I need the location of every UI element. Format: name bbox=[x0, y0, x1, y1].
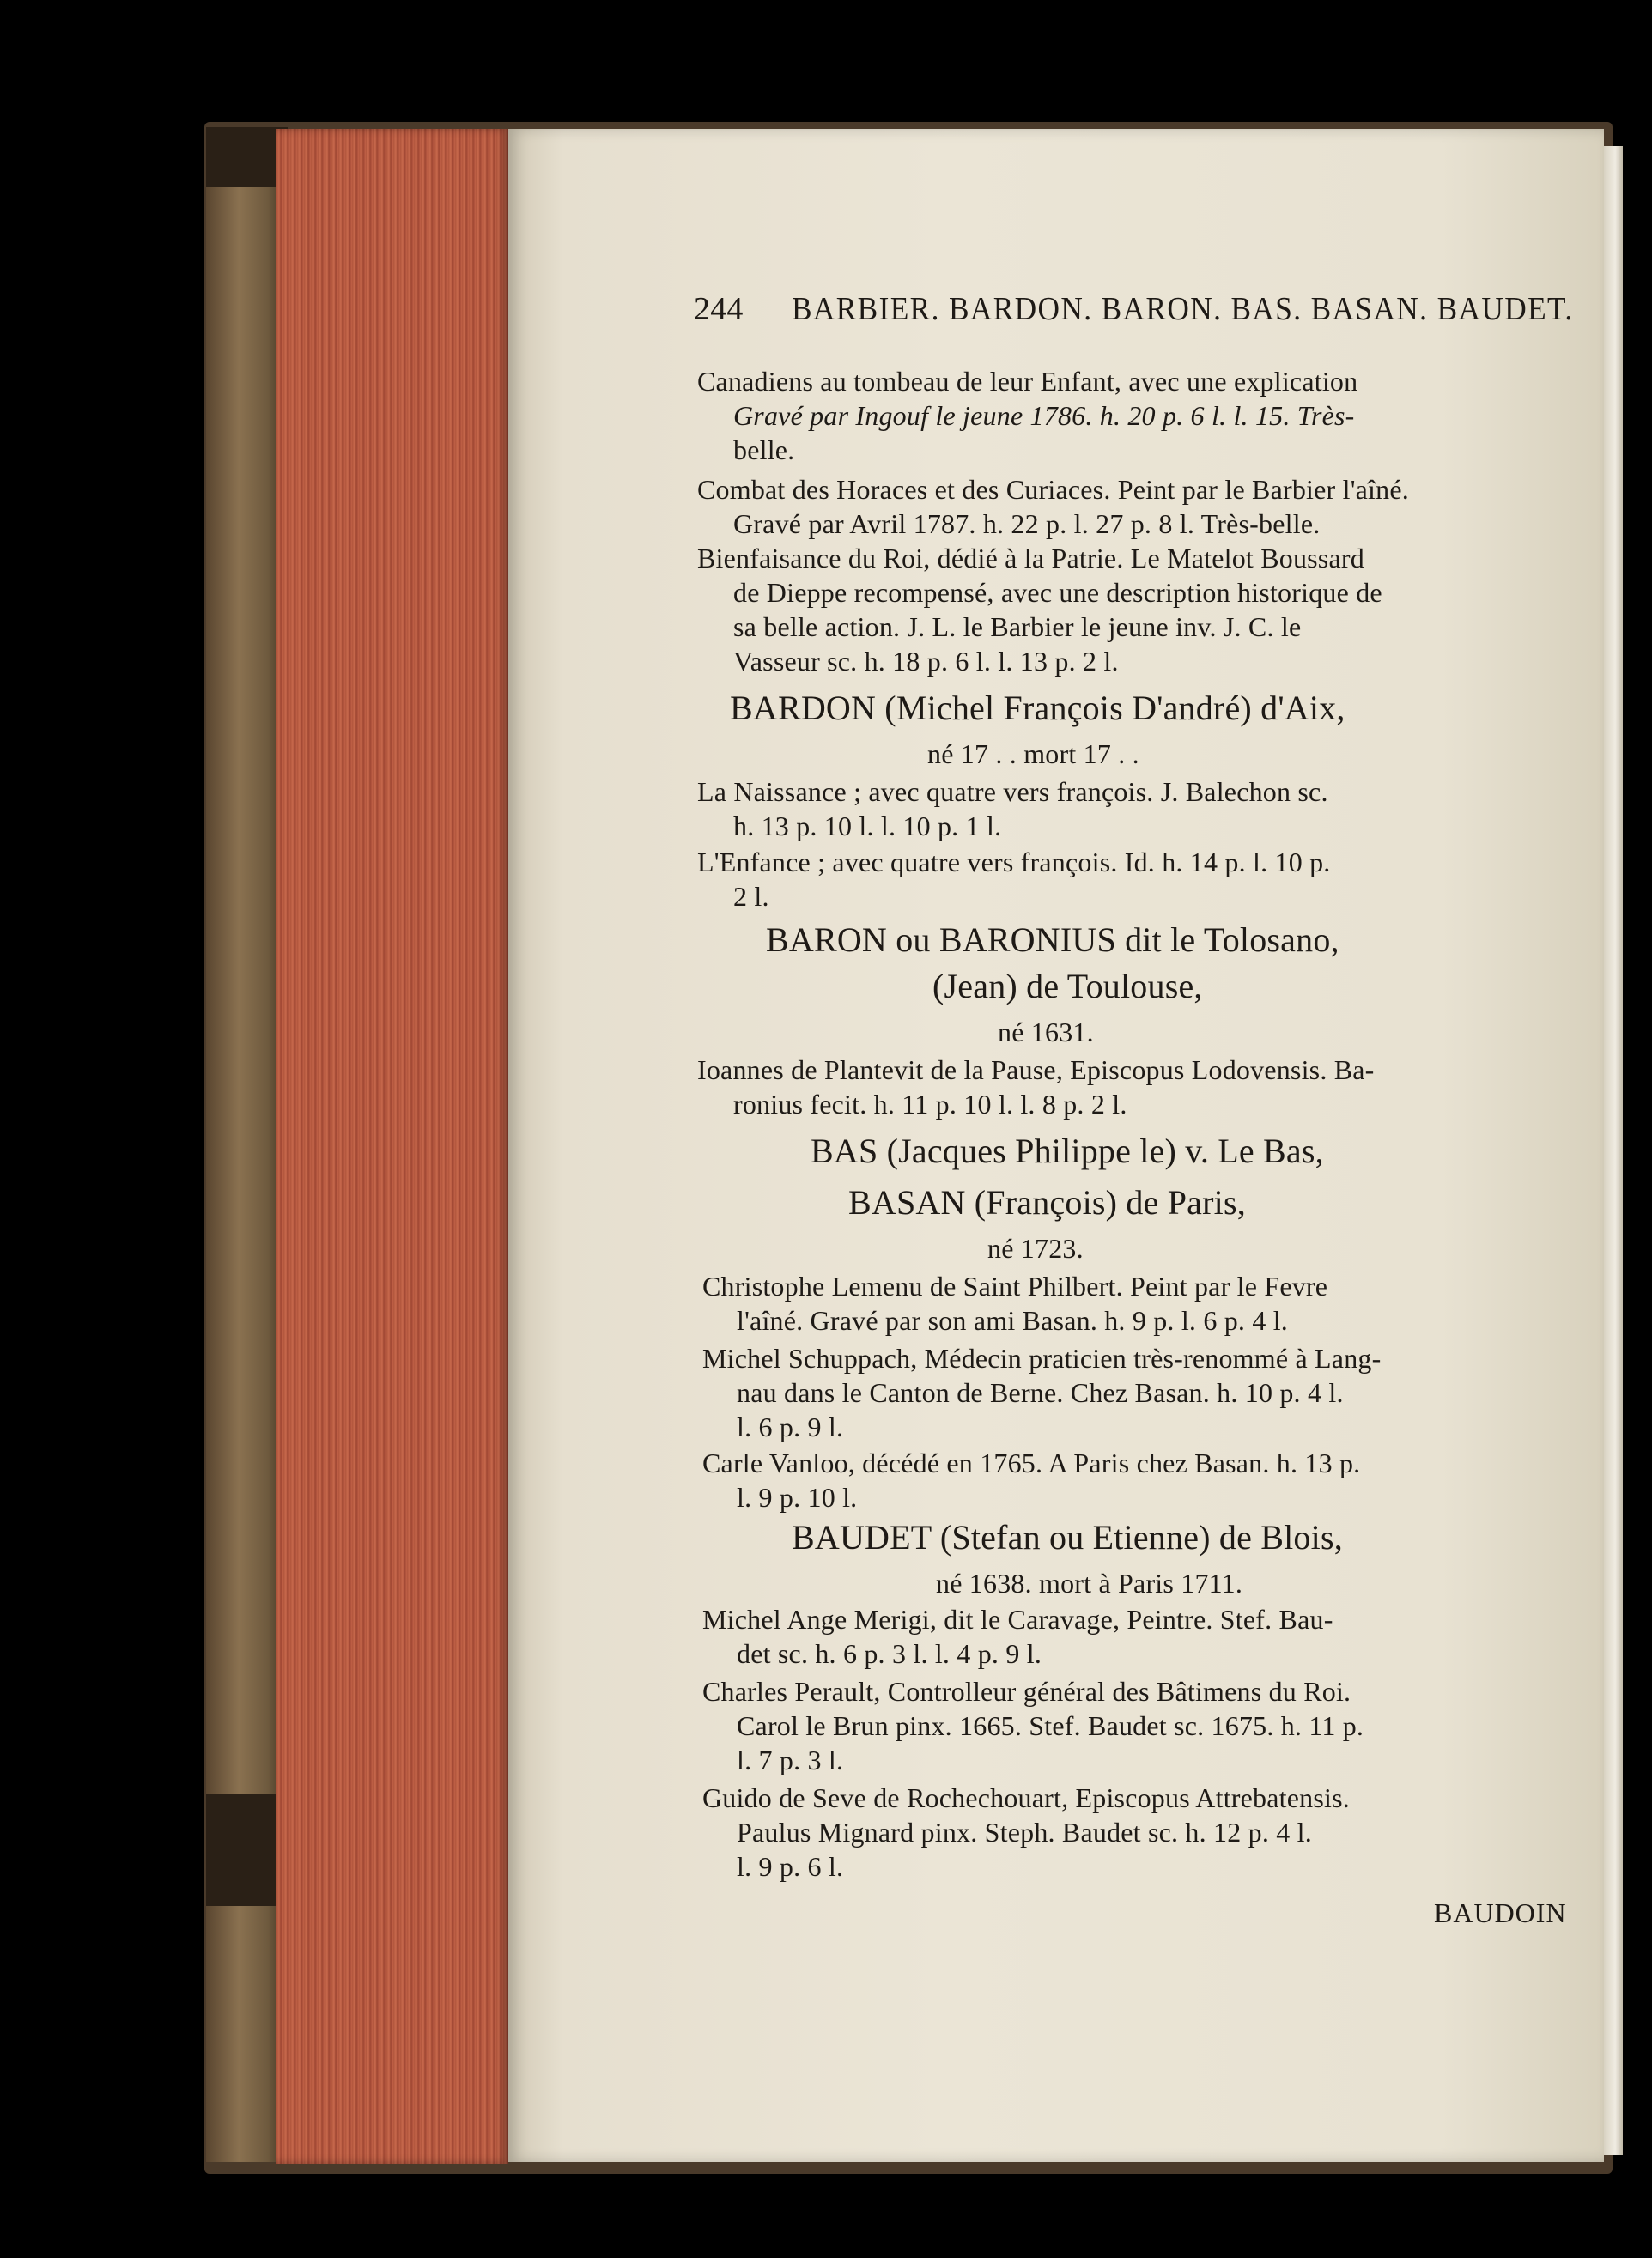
artist-heading-cont: (Jean) de Toulouse, bbox=[932, 967, 1203, 1005]
entry-line: La Naissance ; avec quatre vers françois. J. Balechon sc. bbox=[697, 776, 1328, 807]
artist-dates: né 1638. mort à Paris 1711. bbox=[936, 1568, 1243, 1599]
entry-line: l. 7 p. 3 l. bbox=[737, 1745, 844, 1775]
artist-dates: né 17 . . mort 17 . . bbox=[927, 738, 1139, 769]
entry-line: nau dans le Canton de Berne. Chez Basan. h. 10 p. 4 l. bbox=[737, 1377, 1344, 1408]
artist-heading: BAS (Jacques Philippe le) v. Le Bas, bbox=[811, 1132, 1324, 1170]
entry-line: belle. bbox=[733, 434, 795, 465]
entry-line: Ioannes de Plantevit de la Pause, Episcopus Lodovensis. Ba- bbox=[697, 1054, 1375, 1085]
entry-line: sa belle action. J. L. le Barbier le jeune inv. J. C. le bbox=[733, 611, 1302, 642]
book-page bbox=[508, 129, 1604, 2162]
artist-heading: BAUDET (Stefan ou Etienne) de Blois, bbox=[792, 1518, 1343, 1557]
running-head: BARBIER. BARDON. BARON. BAS. BASAN. BAUDET. bbox=[792, 291, 1574, 327]
entry-line: l'aîné. Gravé par son ami Basan. h. 9 p. l. 6 p. 4 l. bbox=[737, 1305, 1289, 1336]
entry-line: Carle Vanloo, décédé en 1765. A Paris chez Basan. h. 13 p. bbox=[702, 1448, 1361, 1478]
entry-line: Gravé par Ingouf le jeune 1786. h. 20 p. 6 l. l. 15. Très- bbox=[733, 400, 1355, 431]
page-number: 244 bbox=[694, 291, 744, 327]
entry-line: Bienfaisance du Roi, dédié à la Patrie. Le Matelot Boussard bbox=[697, 543, 1364, 574]
entry-line: Christophe Lemenu de Saint Philbert. Peint par le Fevre bbox=[702, 1271, 1328, 1302]
entry-line: ronius fecit. h. 11 p. 10 l. l. 8 p. 2 l. bbox=[733, 1089, 1127, 1120]
entry-line: Paulus Mignard pinx. Steph. Baudet sc. h. 12 p. 4 l. bbox=[737, 1817, 1312, 1848]
artist-dates: né 1723. bbox=[987, 1233, 1084, 1264]
entry-line: Carol le Brun pinx. 1665. Stef. Baudet sc. 1675. h. 11 p. bbox=[737, 1710, 1364, 1741]
entry-line: Combat des Horaces et des Curiaces. Peint par le Barbier l'aîné. bbox=[697, 474, 1409, 505]
entry-line: Guido de Seve de Rochechouart, Episcopus Attrebatensis. bbox=[702, 1782, 1350, 1813]
page-text bbox=[508, 129, 1604, 2162]
entry-line: l. 9 p. 6 l. bbox=[737, 1851, 844, 1882]
catchword: BAUDOIN bbox=[1434, 1897, 1567, 1928]
entry-line: Michel Schuppach, Médecin praticien très-renommé à Lang- bbox=[702, 1343, 1382, 1374]
entry-line: h. 13 p. 10 l. l. 10 p. 1 l. bbox=[733, 810, 1002, 841]
artist-heading: BARON ou BARONIUS dit le Tolosano, bbox=[766, 920, 1339, 959]
artist-dates: né 1631. bbox=[998, 1017, 1094, 1047]
entry-line: Michel Ange Merigi, dit le Caravage, Peintre. Stef. Bau- bbox=[702, 1604, 1333, 1635]
entry-line: l. 9 p. 10 l. bbox=[737, 1482, 858, 1513]
entry-line: Canadiens au tombeau de leur Enfant, avec une explication bbox=[697, 366, 1358, 397]
page-fore-edge bbox=[1604, 146, 1623, 2155]
entry-line: l. 6 p. 9 l. bbox=[737, 1411, 844, 1442]
entry-line: Charles Perault, Controlleur général des Bâtimens du Roi. bbox=[702, 1676, 1351, 1707]
entry-line: de Dieppe recompensé, avec une description historique de bbox=[733, 577, 1382, 608]
entry-line: L'Enfance ; avec quatre vers françois. Id. h. 14 p. l. 10 p. bbox=[697, 847, 1331, 877]
entry-line: Gravé par Avril 1787. h. 22 p. l. 27 p. 8 l. Très-belle. bbox=[733, 508, 1321, 539]
artist-heading: BARDON (Michel François D'andré) d'Aix, bbox=[730, 689, 1345, 727]
entry-line: Vasseur sc. h. 18 p. 6 l. l. 13 p. 2 l. bbox=[733, 646, 1119, 677]
red-page-edges bbox=[276, 129, 508, 2164]
artist-heading: BASAN (François) de Paris, bbox=[848, 1183, 1246, 1222]
entry-line: 2 l. bbox=[733, 881, 769, 912]
entry-line: det sc. h. 6 p. 3 l. l. 4 p. 9 l. bbox=[737, 1638, 1042, 1669]
